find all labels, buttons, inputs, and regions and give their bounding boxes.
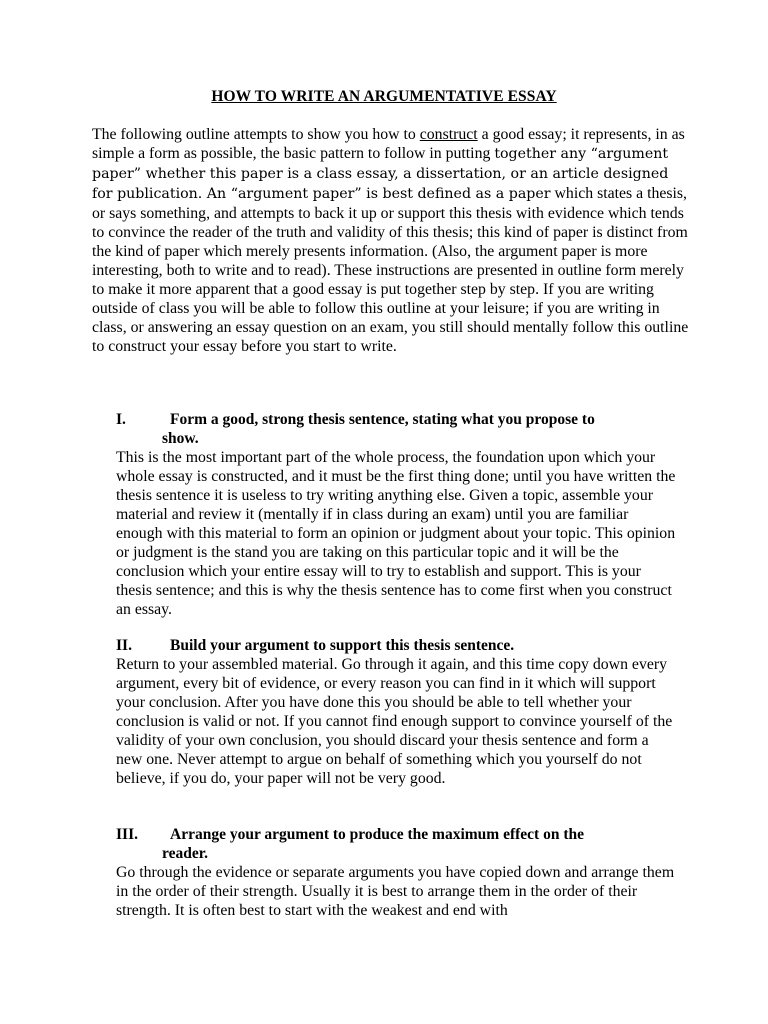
section-2 [116, 636, 676, 788]
section-3 [116, 825, 676, 920]
intro-text-alt-font: together any “argument paper” whether this paper is a class essay, a dissertation, or an article designed for publication. An “argument paper” is best defined as a paper [92, 146, 669, 202]
section-heading-text: Build your argument to support this thesis sentence. [170, 637, 515, 654]
intro-paragraph [92, 125, 692, 356]
section-body: Return to your assembled material. Go through it again, and this time copy down every argument, every bit of evidence, or every reason you can find in it which will support your conclusion. After you have done this you should be able to tell whether your conclusion is valid or not. If you cannot find enough support to convince yourself of the validity of your own conclusion, you should discard your thesis sentence and form a new one. Never attempt to argue on behalf of something which you yourself do not believe, if you do, your paper will not be very good. [116, 656, 673, 787]
section-heading [116, 825, 676, 863]
section-heading [116, 636, 676, 655]
section-body: Go through the evidence or separate arguments you have copied down and arrange them in the order of their strength. Usually it is best to arrange them in the order of their strength. It is often best to start with the weakest and end with [116, 864, 675, 919]
document-title: HOW TO WRITE AN ARGUMENTATIVE ESSAY [211, 88, 557, 105]
section-heading-text: Arrange your argument to produce the maximum effect on the [170, 826, 584, 843]
section-heading-continuation: show. [162, 430, 199, 447]
section-heading [116, 410, 676, 448]
section-number: I. [116, 411, 126, 428]
section-number: III. [116, 826, 138, 843]
section-body: This is the most important part of the whole process, the foundation upon which your whole essay is constructed, and it must be the first thing done; until you have written the thesis sentence it is useless to try writing anything else. Given a topic, assemble your material and review it (mentally if in class during an exam) until you are familiar enough with this material to form an opinion or judgment about your topic. This opinion or judgment is the stand you are taking on this particular topic and it will be the conclusion which your entire essay will to try to establish and support. This is your thesis sentence; and this is why the thesis sentence has to come first when you construct an essay. [116, 449, 676, 618]
section-heading-text: Form a good, strong thesis sentence, stating what you propose to [170, 411, 595, 428]
intro-text-1: The following outline attempts to show you how to [92, 126, 420, 143]
underlined-word: construct [419, 126, 478, 143]
intro-text-2: a good essay; it represents, in as simple a form as possible, the basic pattern to follow in putting [92, 126, 685, 162]
section-1 [116, 410, 676, 619]
section-number: II. [116, 637, 132, 654]
intro-text-3: which states a thesis, or says something, and attempts to back it up or support this thesis with evidence which tends to convince the reader of the truth and validity of this thesis; this kind of paper is distinct from the kind of paper which merely presents information. (Also, the argument paper is more interesting, both to write and to read). These instructions are presented in outline form merely to make it more apparent that a good essay is put together step by step. If you are writing outside of class you will be able to follow this outline at your leisure; if you are writing in class, or answering an essay question on an exam, you still should mentally follow this outline to construct your essay before you start to write. [92, 185, 689, 355]
section-heading-continuation: reader. [162, 845, 209, 862]
